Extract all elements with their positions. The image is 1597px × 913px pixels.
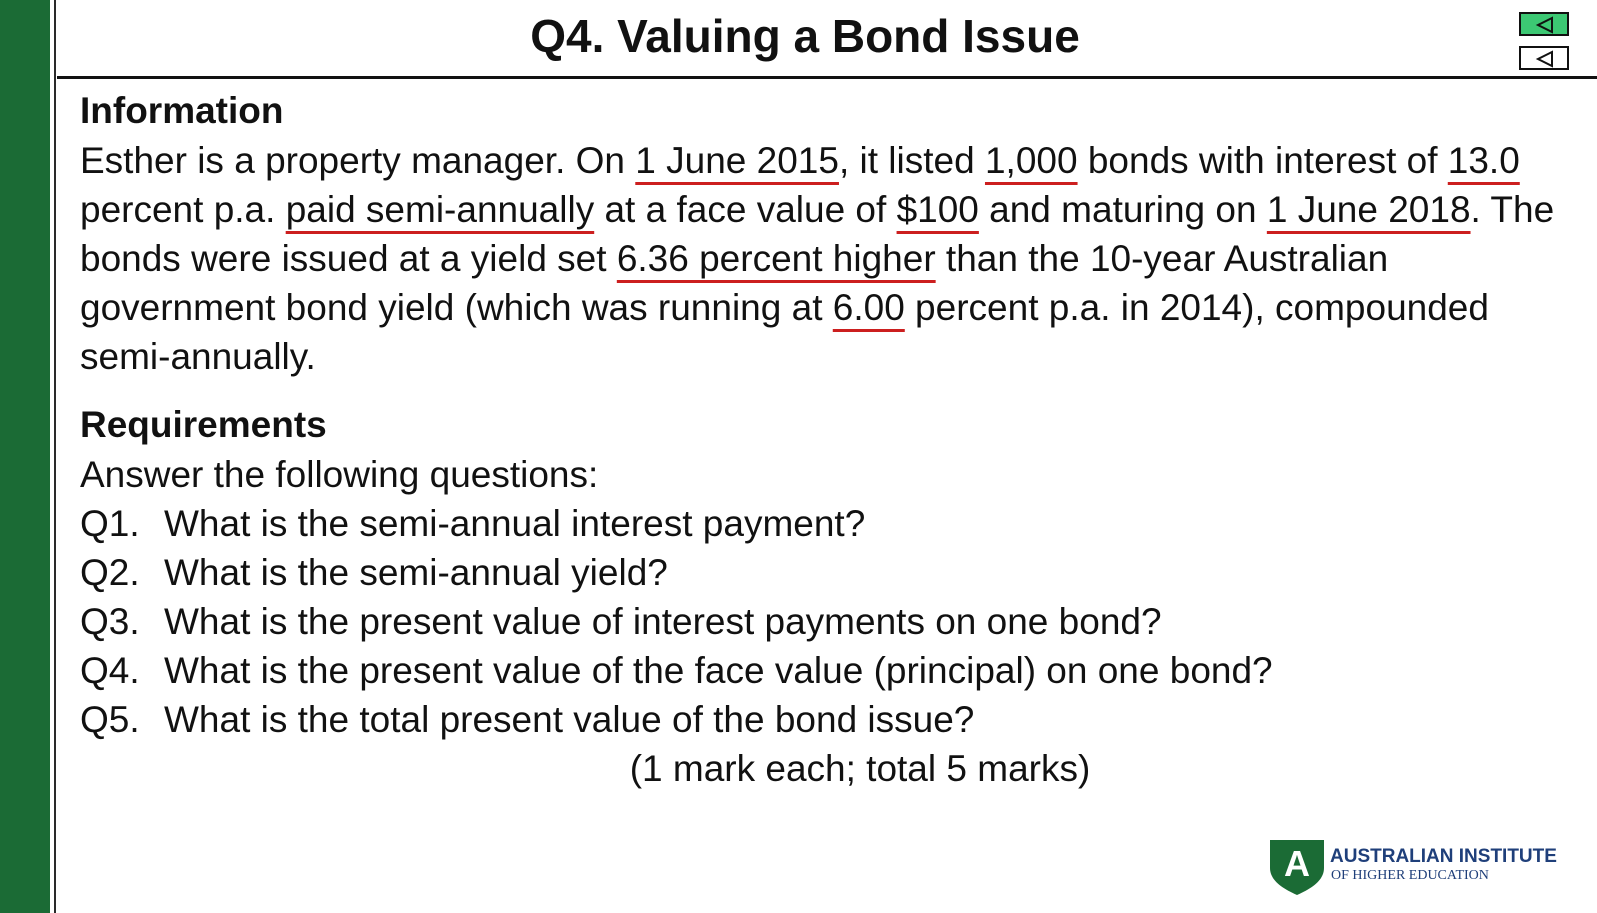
underlined-key-term: 13.0 [1447,140,1520,181]
requirements-heading: Requirements [80,404,327,445]
paragraph-text: at a face value of [594,189,897,230]
paragraph-text: , it listed [838,140,985,181]
paragraph-text: percent p.a. in 2014), compounded semi-annually. [80,287,1489,377]
institute-logo [1268,838,1568,898]
paragraph-text: than the 10-year Australian government bond yield (which was running at [80,238,1389,328]
question-item [80,548,1580,597]
question-text: What is the semi-annual interest payment? [164,503,866,544]
left-accent-rule [50,0,56,913]
information-heading: Information [80,90,284,131]
question-item [80,499,1580,548]
underlined-key-term: 1,000 [984,140,1078,181]
logo-letter: A [1284,843,1310,884]
paragraph-text: . The bonds were issued at a yield set [80,189,1555,279]
play-left-icon [1534,16,1556,34]
title-divider [57,76,1597,79]
question-text: What is the present value of interest payments on one bond? [164,601,1162,642]
question-text: What is the total present value of the bond issue? [164,699,975,740]
underlined-key-term: 1 June 2018 [1266,189,1471,230]
question-number: Q2. [80,552,140,593]
marks-note: (1 mark each; total 5 marks) [629,748,1091,789]
slide-content [80,86,1580,793]
paragraph-text: and maturing on [978,189,1267,230]
requirements-intro: Answer the following questions: [80,454,599,495]
question-item [80,597,1580,646]
question-number: Q3. [80,601,140,642]
question-list [80,499,1580,744]
shield-logo-icon [1268,838,1326,896]
play-left-icon [1534,50,1556,68]
underlined-key-term: $100 [896,189,979,230]
logo-text-line1: AUSTRALIAN INSTITUTE [1330,846,1557,867]
underlined-key-term: 6.00 [832,287,905,328]
page-title: Q4. Valuing a Bond Issue [530,10,1080,62]
underlined-key-term: 1 June 2015 [635,140,839,181]
paragraph-text: bonds with interest of [1077,140,1448,181]
nav-back-button-2[interactable] [1519,46,1569,70]
question-number: Q4. [80,650,140,691]
question-text: What is the present value of the face value (principal) on one bond? [164,650,1273,691]
left-accent-bar [0,0,50,913]
logo-text-line2: OF HIGHER EDUCATION [1331,868,1489,883]
question-number: Q5. [80,699,140,740]
nav-back-button-1[interactable] [1519,12,1569,36]
underlined-key-term: paid semi-annually [285,189,595,230]
underlined-key-term: 6.36 percent higher [616,238,936,279]
information-paragraph [80,136,1580,381]
paragraph-text: percent p.a. [80,189,286,230]
paragraph-text: Esther is a property manager. On [80,140,636,181]
question-text: What is the semi-annual yield? [164,552,668,593]
question-number: Q1. [80,503,140,544]
question-item [80,646,1580,695]
question-item [80,695,1580,744]
